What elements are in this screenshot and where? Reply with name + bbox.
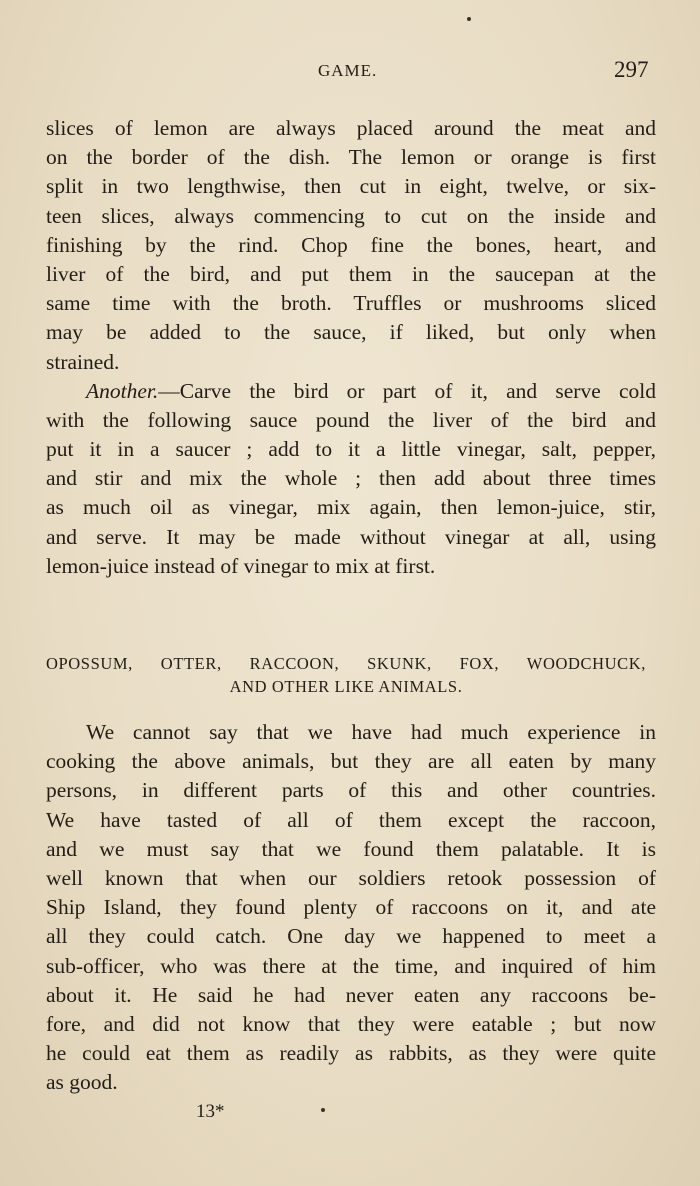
paragraph-opossum <box>46 718 656 1097</box>
text-line: and serve. It may be made without vinegar at all, using <box>46 524 656 549</box>
text-line: fore, and did not know that they were eatable ; but now <box>46 1011 656 1036</box>
text-line: and we must say that we found them palatable. It is <box>46 836 656 861</box>
text-line: well known that when our soldiers retook possession of <box>46 865 656 890</box>
text-line: may be added to the sauce, if liked, but only when <box>46 320 656 345</box>
text-line: teen slices, always commencing to cut on the inside and <box>46 203 656 228</box>
text-line: We cannot say that we have had much experience in <box>86 720 656 744</box>
paragraph-continuation <box>46 114 656 581</box>
ink-speck <box>321 1108 325 1112</box>
section-heading-line-2: AND OTHER LIKE ANIMALS. <box>229 677 463 696</box>
text-line: he could eat them as readily as rabbits, as they were quite <box>46 1041 656 1066</box>
signature-mark: 13* <box>196 1101 225 1122</box>
text-line: liver of the bird, and put them in the saucepan at the <box>46 261 656 286</box>
text-line: slices of lemon are always placed around the meat and <box>46 116 656 140</box>
text-line: Ship Island, they found plenty of raccoons on it, and ate <box>46 895 656 920</box>
text-line: split in two lengthwise, then cut in eight, twelve, or six- <box>46 174 656 199</box>
another-first-line-text: —Carve the bird or part of it, and serve cold <box>158 378 656 403</box>
text-line: We have tasted of all of them except the raccoon, <box>46 807 656 832</box>
text-line: strained. <box>46 349 120 374</box>
running-header-title: GAME. <box>318 61 378 80</box>
text-line: sub-officer, who was there at the time, and inquired of him <box>46 953 656 978</box>
text-line: all they could catch. One day we happened to meet a <box>46 924 656 949</box>
ink-speck <box>467 17 471 21</box>
section-heading <box>46 652 646 698</box>
page-number: 297 <box>614 57 649 82</box>
text-line: finishing by the rind. Chop fine the bones, heart, and <box>46 232 656 257</box>
text-line: with the following sauce pound the liver of the bird and <box>46 407 656 432</box>
text-line: cooking the above animals, but they are all eaten by many <box>46 749 656 774</box>
text-line: persons, in different parts of this and other countries. <box>46 778 656 803</box>
text-line: as much oil as vinegar, mix again, then lemon-juice, stir, <box>46 495 656 520</box>
paragraph-another-first-line <box>46 377 656 406</box>
section-heading-line-1: OPOSSUM, OTTER, RACCOON, SKUNK, FOX, WOODCHUCK, <box>46 654 646 673</box>
another-lead-word: Another. <box>86 378 159 403</box>
text-line: as good. <box>46 1070 118 1095</box>
text-line: put it in a saucer ; add to it a little vinegar, salt, pepper, <box>46 437 656 462</box>
text-line: about it. He said he had never eaten any raccoons be- <box>46 982 656 1007</box>
text-line: lemon-juice instead of vinegar to mix at first. <box>46 553 436 578</box>
text-line: on the border of the dish. The lemon or orange is first <box>46 145 656 170</box>
text-line: same time with the broth. Truffles or mushrooms sliced <box>46 291 656 316</box>
text-line: and stir and mix the whole ; then add about three times <box>46 466 656 491</box>
